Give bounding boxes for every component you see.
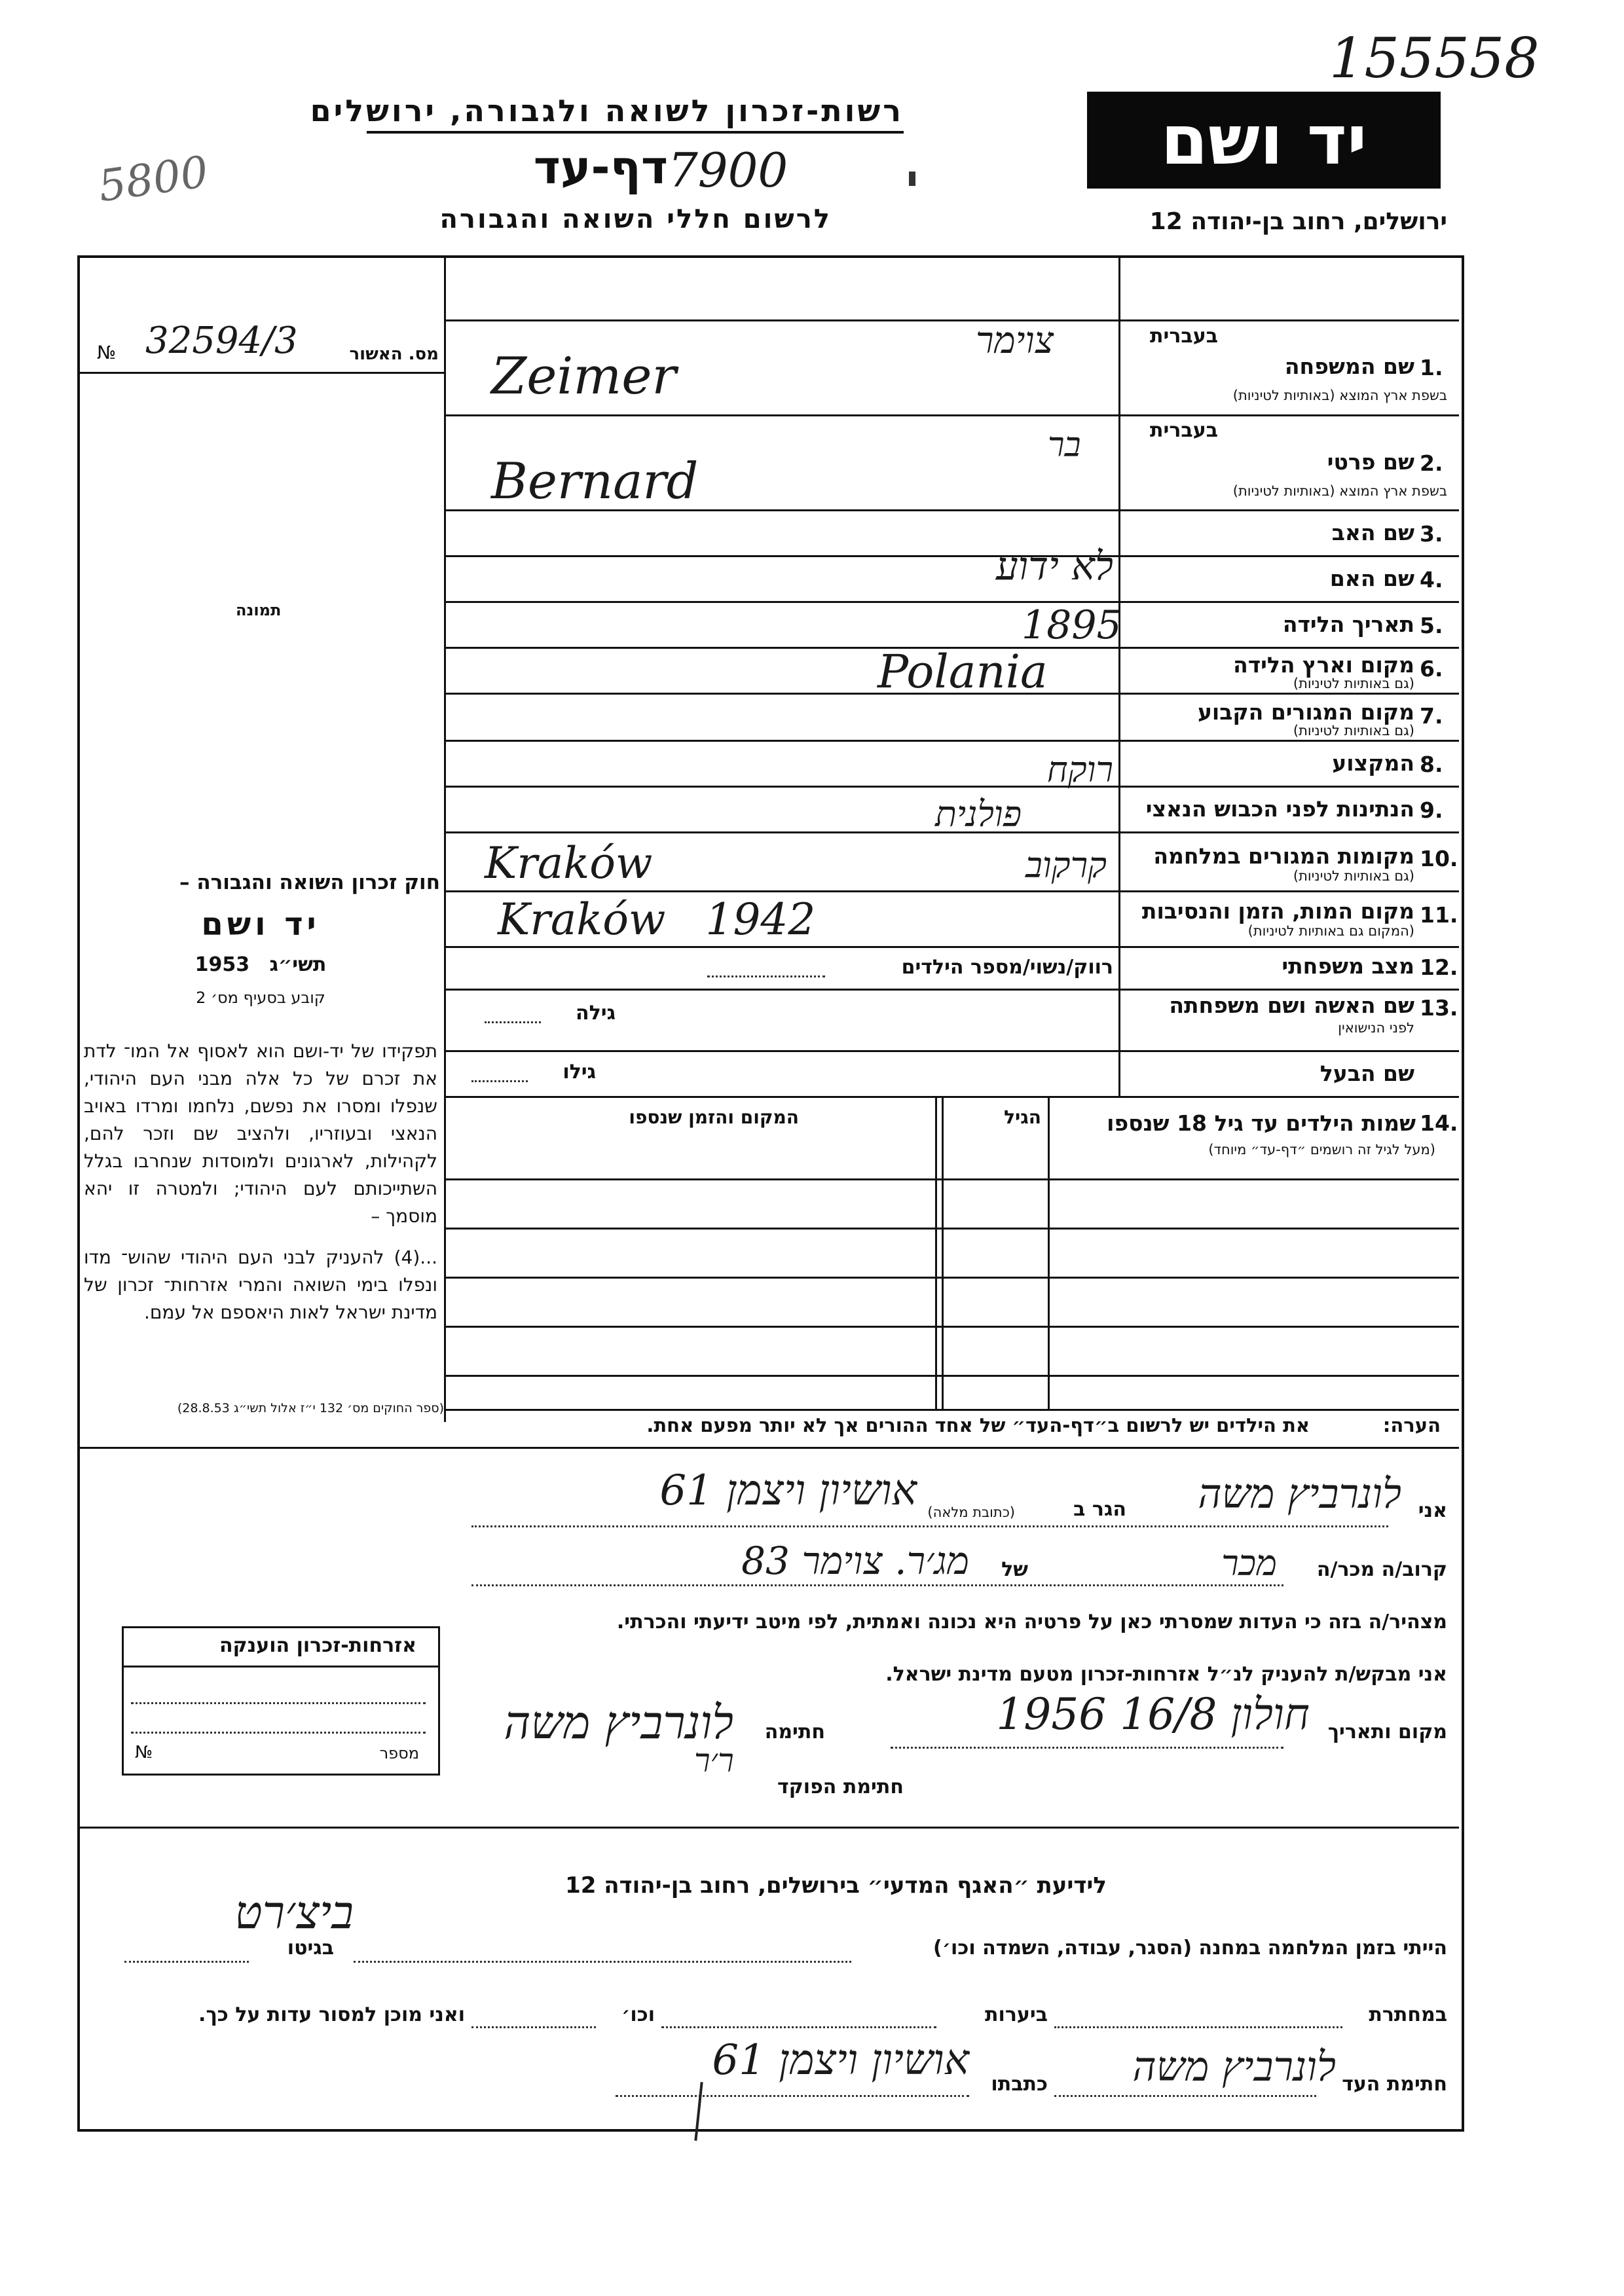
field-10-value: Kraków xyxy=(485,838,653,888)
witness-address: אושיון ויצמן 61 xyxy=(712,2036,969,2085)
children-row-1 xyxy=(445,1178,1459,1180)
field-11-value: Kraków 1942 xyxy=(498,894,816,945)
declarant-name: לונרביץ משה xyxy=(1198,1470,1401,1518)
field-10-value-heb: קרקוב xyxy=(1025,845,1107,886)
row-line-1 xyxy=(445,414,1459,416)
children-col-age: הגיל xyxy=(1004,1106,1041,1128)
row-line-13 xyxy=(445,1050,1459,1052)
declarant-relative-label: קרוב/ה מכר/ה xyxy=(1316,1558,1447,1581)
archive-number: 155558 xyxy=(1329,26,1540,90)
field-10-label: מקומות המגורים במלחמה xyxy=(1153,843,1414,869)
field-5-label: תאריך הלידה xyxy=(1282,611,1414,637)
field-11-num: 11. xyxy=(1420,902,1458,928)
witness-address-line xyxy=(616,2095,969,2097)
approval-label: מס. האשור xyxy=(349,344,439,364)
signature-label: חתימה xyxy=(764,1721,825,1743)
field-8-label: המקצוע xyxy=(1332,750,1414,776)
field-12-options: רווק/נשוי/מספר הילדים xyxy=(901,956,1113,979)
request-text: אני מבקש/ת להעניק לנ״ל אזרחות-זכרון מטעם מדינת ישראל. xyxy=(885,1663,1447,1686)
row-line-7 xyxy=(445,740,1459,742)
field-6-label: מקום וארץ הלידה xyxy=(1233,652,1414,678)
witness-signature: לונרביץ משה xyxy=(1132,2043,1336,2090)
field-12-line xyxy=(707,975,825,977)
children-num: 14. xyxy=(1420,1110,1458,1136)
field-4-label: שם האם xyxy=(1329,566,1414,591)
field-10-sub: (גם באותיות לטיניות) xyxy=(1293,868,1414,884)
ghetto-value: ביצ׳רט xyxy=(234,1886,354,1939)
row-line-14 xyxy=(445,1096,1459,1098)
declarant-ani: אני xyxy=(1418,1499,1447,1522)
row-line-10 xyxy=(445,890,1459,892)
citizenship-title: אזרחות-זכרון הוענקה xyxy=(219,1634,416,1657)
approval-value: 32594/3 xyxy=(145,319,298,362)
underground-label: במחתרת xyxy=(1369,2003,1447,2026)
left-column-divider xyxy=(444,258,446,1422)
field-10-num: 10. xyxy=(1420,846,1458,871)
declarant-of-label: של xyxy=(1001,1558,1028,1581)
declarant-address: אושיון ויצמן 61 xyxy=(659,1467,917,1515)
children-sub: (מעל לגיל זה רושמים ״דף-עד״ מיוחד) xyxy=(1208,1142,1435,1157)
law-text-2: ...(4) להעניק לבני העם היהודי שהוש־ מדו ונפלו בימי השואה והמרי אזרחות־ זכרון של מדינת ישראל לאות היאספם אל עמם. xyxy=(84,1247,437,1323)
citizenship-title-line xyxy=(122,1666,438,1667)
children-col-place: המקום והזמן שנספו xyxy=(629,1106,799,1128)
field-12-label: מצב משפחתי xyxy=(1282,953,1414,979)
row-line-4 xyxy=(445,601,1459,603)
law-year-num: 1953 xyxy=(194,953,250,976)
ghetto-line xyxy=(124,1961,249,1963)
husband-age-label: גילו xyxy=(563,1061,596,1084)
field-4-value: לא ידוע xyxy=(995,543,1113,589)
declarant-address-hint: (כתובת מלאה) xyxy=(927,1504,1015,1520)
law-year-heb: תשי״ג xyxy=(269,953,327,976)
note-text: את הילדים יש לרשום ב״דף-העד״ של אחד ההורים אך לא יותר מפעם אחת. xyxy=(646,1414,1310,1436)
photo-label: תמונה xyxy=(236,601,282,619)
label-divider xyxy=(1118,258,1120,1096)
children-col-divider-1 xyxy=(1048,1096,1050,1409)
forests-line xyxy=(661,2026,936,2028)
children-row-2 xyxy=(445,1228,1459,1230)
bottom-line1-dots xyxy=(354,1961,851,1963)
authority-underline xyxy=(367,131,904,134)
bottom-line1: הייתי בזמן המלחמה במחנה (הסגר, עבודה, השמדה וכו׳) xyxy=(933,1937,1447,1959)
row-line-11 xyxy=(445,946,1459,948)
address: ירושלים, רחוב בן-יהודה 12 xyxy=(1149,208,1447,235)
field-2-heb-label: בעברית xyxy=(1150,419,1218,442)
field-9-num: 9. xyxy=(1420,797,1443,823)
field-1-sub: בשפת ארץ המוצא (באותיות לטיניות) xyxy=(1232,388,1447,403)
field-3-label: שם האב xyxy=(1331,520,1414,545)
page-title: דף-עד xyxy=(533,141,668,194)
field-13-age-line xyxy=(485,1021,541,1023)
field-6-sub: (גם באותיות לטיניות) xyxy=(1293,676,1414,691)
law-title: חוק זכרון השואה והגבורה – xyxy=(179,871,440,894)
field-13-label: שם האשה ושם משפחתה xyxy=(1169,993,1414,1018)
field-2-value: Bernard xyxy=(491,452,699,510)
note-top-line xyxy=(445,1409,1459,1411)
forests-label: ביערות xyxy=(985,2003,1048,2026)
field-1-heb-value: צוימר xyxy=(976,319,1054,362)
row-line-12 xyxy=(445,989,1459,991)
testimony-text: ואני מוכן למסור עדות על כך. xyxy=(198,2003,465,2026)
ink-mark xyxy=(909,172,915,186)
field-7-label: מקום המגורים הקבוע xyxy=(1197,699,1414,725)
etc-line xyxy=(471,2026,596,2028)
field-5-value: 1895 xyxy=(1022,602,1122,648)
field-8-value: רוקח xyxy=(1046,749,1113,790)
children-row-5 xyxy=(445,1375,1459,1377)
field-1-label: שם המשפחה xyxy=(1284,354,1414,379)
signature-value: לונרביץ משה xyxy=(504,1696,733,1749)
field-13-num: 13. xyxy=(1420,995,1458,1021)
field-1-heb-label: בעברית xyxy=(1150,325,1218,348)
declarant-of: מג׳ר. צוימר 83 xyxy=(741,1539,969,1583)
officer-label: חתימת הפוקד xyxy=(777,1776,904,1798)
etc-label: וכו׳ xyxy=(621,2003,655,2026)
field-2-sub: בשפת ארץ המוצא (באותיות לטיניות) xyxy=(1232,483,1447,499)
field-9-label: הנתינות לפני הכבוש הנאצי xyxy=(1145,796,1414,822)
citizenship-line-2 xyxy=(131,1732,426,1734)
law-year xyxy=(81,953,440,976)
field-7-num: 7. xyxy=(1420,703,1443,729)
top-row-line xyxy=(445,319,1459,321)
approval-line xyxy=(80,372,445,374)
field-2-label: שם פרטי xyxy=(1327,449,1414,475)
law-name: יד ושם xyxy=(201,906,320,943)
field-4-num: 4. xyxy=(1420,567,1443,592)
husband-label: שם הבעל xyxy=(1320,1061,1414,1086)
citizenship-no-symbol: № xyxy=(135,1743,153,1762)
children-col-divider-3 xyxy=(935,1096,937,1409)
field-12-num: 12. xyxy=(1420,955,1458,980)
page-number-hand: 7900 xyxy=(668,143,788,198)
logo-text: יד ושם xyxy=(1160,100,1367,180)
underground-line xyxy=(1054,2026,1342,2028)
declare-text: מצהיר/ה בזה כי העדות שמסרתי כאן על פרטיה היא נכונה ואמתית, לפי מיטב ידיעתי והכרתי. xyxy=(616,1611,1447,1633)
witness-address-label: כתבתו xyxy=(991,2073,1048,2096)
witness-line xyxy=(1054,2095,1316,2097)
field-3-num: 3. xyxy=(1420,521,1443,547)
field-13-sub: לפני הנישואין xyxy=(1338,1020,1414,1036)
field-5-num: 5. xyxy=(1420,613,1443,638)
field-2-num: 2. xyxy=(1420,450,1443,476)
field-11-sub: (המקום גם באותיות לטיניות) xyxy=(1247,923,1414,939)
approval-no-symbol: № xyxy=(97,342,117,363)
children-label: שמות הילדים עד גיל 18 שנספו xyxy=(1107,1110,1416,1136)
declarant-line-1 xyxy=(471,1525,1388,1527)
note-bottom-line xyxy=(80,1447,1459,1449)
subtitle: לרשום חללי השואה והגבורה xyxy=(439,204,832,234)
bottom-section-line xyxy=(80,1827,1459,1829)
field-7-sub: (גם באותיות לטיניות) xyxy=(1293,723,1414,738)
children-col-divider-2 xyxy=(942,1096,944,1409)
field-2-heb-value: בר xyxy=(1048,426,1081,465)
authority-name: רשות-זכרון לשואה ולגבורה, ירושלים xyxy=(310,93,904,128)
yad-vashem-logo xyxy=(1087,92,1441,189)
place-date-line xyxy=(891,1747,1283,1749)
children-row-3 xyxy=(445,1277,1459,1279)
field-1-value: Zeimer xyxy=(491,347,676,406)
field-9-value: פולנית xyxy=(934,793,1022,835)
law-ref: (ספר החוקים מס׳ 132 י״ז אלול תשי״ג 28.8.53) xyxy=(177,1401,444,1415)
law-text-1: תפקידו של יד-ושם הוא לאסוף אל המו־ לדת את זכרם של כל אלה מבני העם היהודי, שנפלו ומסרו את נפשם, נלחמו ומרדו באויב הנאצי ובעוזריו, ולהציב שם וזכר להם, לקהילות, לארגונים ולמוסדות שנחרבו בגלל השתייכותם לעם היהודי; ולמטרה זו יהא מוסמך – xyxy=(84,1040,437,1227)
field-8-num: 8. xyxy=(1420,752,1443,777)
declarant-line-2 xyxy=(471,1584,1283,1586)
field-6-num: 6. xyxy=(1420,656,1443,682)
place-date-label: מקום ותאריך xyxy=(1327,1721,1447,1743)
citizenship-line-1 xyxy=(131,1702,426,1704)
place-date-value: חולון 16/8 1956 xyxy=(996,1689,1310,1740)
field-6-value: Polania xyxy=(877,645,1048,699)
declarant-resides-label: הגר ב xyxy=(1073,1498,1126,1521)
declarant-relation: מכר xyxy=(1221,1542,1277,1584)
field-13-age-label: גילה xyxy=(576,1002,616,1025)
children-row-4 xyxy=(445,1326,1459,1328)
witness-label: חתימת העד xyxy=(1342,2073,1447,2096)
citizenship-number-label: מספר xyxy=(379,1744,419,1762)
field-11-label: מקום המות, הזמן והנסיבות xyxy=(1141,898,1414,924)
officer-initials: ר׳ר xyxy=(694,1741,734,1779)
law-section: קובע בסעיף מס׳ 2 xyxy=(196,989,325,1007)
husband-age-line xyxy=(471,1080,528,1082)
bottom-title: לידיעת ״האגף המדעי״ בירושלים, רחוב בן-יהודה 12 xyxy=(565,1872,1107,1899)
ghetto-label: בגיטו xyxy=(287,1937,334,1959)
note-label: הערה: xyxy=(1382,1414,1441,1436)
stamp-number: 5800 xyxy=(95,146,212,212)
field-1-num: 1. xyxy=(1420,355,1443,380)
